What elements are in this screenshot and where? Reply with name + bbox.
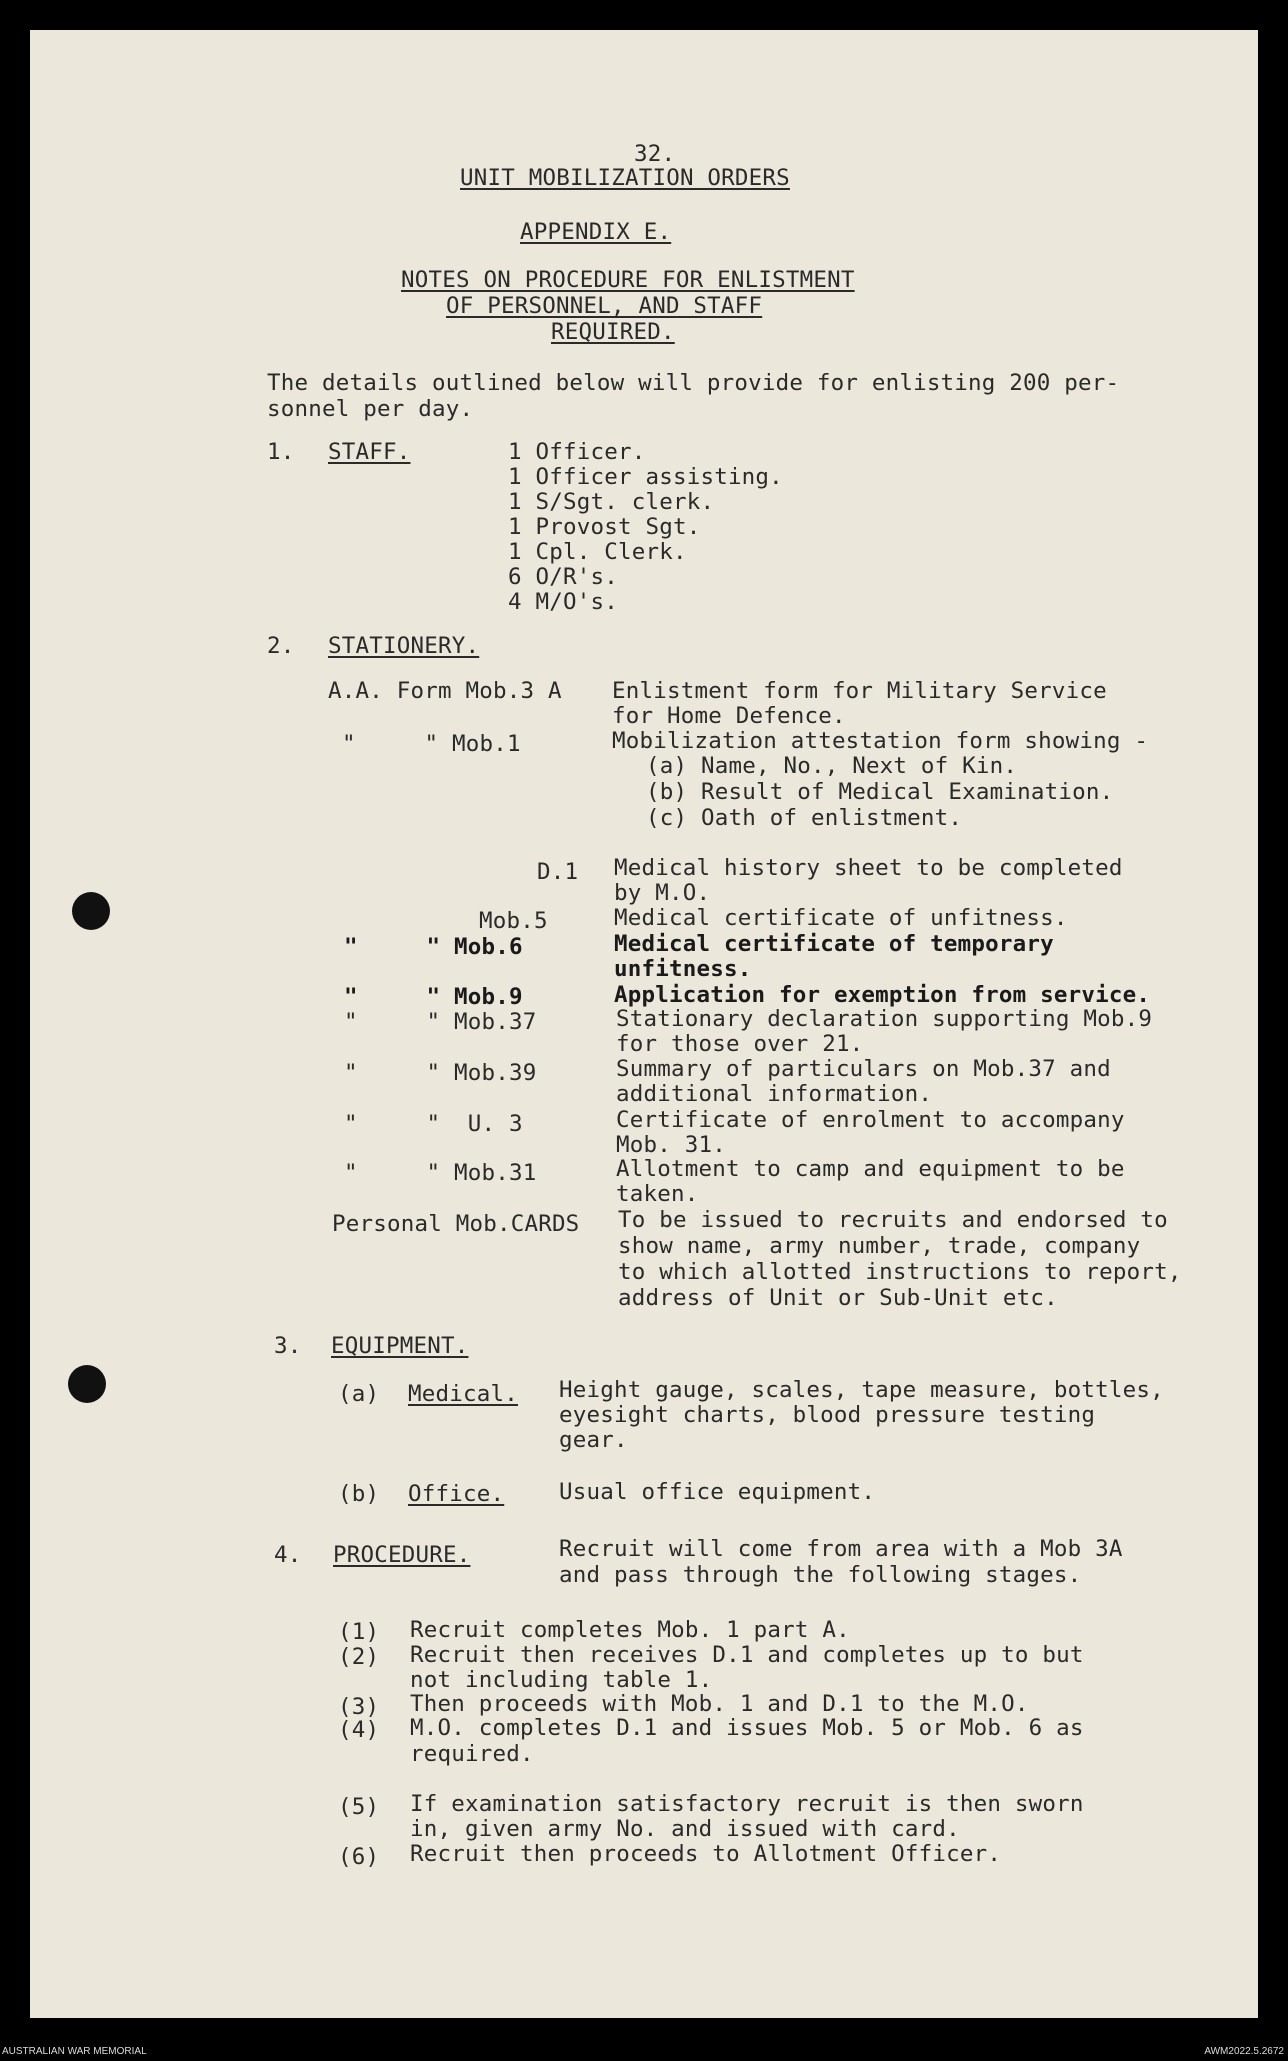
form-ref: Personal Mob.CARDS (332, 1211, 580, 1237)
procedure-step-number: (1) (338, 1619, 380, 1645)
footer-archive-name: AUSTRALIAN WAR MEMORIAL (2, 2046, 147, 2057)
procedure-step-text: M.O. completes D.1 and issues Mob. 5 or Mob. 6 as (410, 1715, 1084, 1741)
appendix-heading: APPENDIX E. (520, 219, 672, 245)
form-ref: " " Mob.6 (344, 934, 523, 960)
form-desc: Stationary declaration supporting Mob.9 (616, 1006, 1153, 1032)
form-desc: show name, army number, trade, company (618, 1233, 1141, 1259)
section-number: 3. (274, 1333, 302, 1359)
section-heading-stationery: STATIONERY. (328, 633, 480, 659)
procedure-step-text: Recruit then proceeds to Allotment Officer. (410, 1841, 1002, 1867)
form-desc: Application for exemption from service. (614, 982, 1151, 1008)
form-desc: Mob. 31. (616, 1132, 726, 1158)
equipment-letter: (b) (338, 1481, 380, 1507)
form-desc: To be issued to recruits and endorsed to (618, 1207, 1168, 1233)
punch-hole-bottom (68, 1365, 106, 1403)
procedure-step-number: (6) (338, 1844, 380, 1870)
equipment-desc: Usual office equipment. (559, 1479, 876, 1505)
staff-item: 1 Officer. (508, 439, 646, 465)
section-number: 2. (267, 633, 295, 659)
notes-heading-line3: REQUIRED. (551, 319, 675, 345)
form-desc: Certificate of enrolment to accompany (616, 1107, 1125, 1133)
staff-item: 4 M/O's. (508, 589, 618, 615)
footer-accession-number: AWM2022.5.2672 (1204, 2046, 1284, 2057)
procedure-intro: and pass through the following stages. (559, 1562, 1082, 1588)
form-ref: " " Mob.37 (344, 1009, 537, 1035)
staff-item: 1 Provost Sgt. (508, 514, 701, 540)
notes-heading-line2: OF PERSONNEL, AND STAFF (446, 293, 763, 319)
procedure-step-text: If examination satisfactory recruit is then sworn (410, 1791, 1084, 1817)
procedure-step-text: Recruit then receives D.1 and completes up to but (410, 1642, 1084, 1668)
staff-item: 1 Cpl. Clerk. (508, 539, 687, 565)
notes-heading-line1: NOTES ON PROCEDURE FOR ENLISTMENT (401, 267, 855, 293)
form-desc: to which allotted instructions to report, (618, 1259, 1182, 1285)
equipment-medical-label: Medical. (408, 1381, 518, 1407)
procedure-intro: Recruit will come from area with a Mob 3A (559, 1536, 1123, 1562)
section-heading-procedure: PROCEDURE. (333, 1542, 471, 1568)
equipment-desc: eyesight charts, blood pressure testing (559, 1402, 1096, 1428)
form-desc: Allotment to camp and equipment to be (616, 1156, 1125, 1182)
form-ref: " " Mob.39 (344, 1060, 537, 1086)
procedure-step-text: not including table 1. (410, 1667, 713, 1693)
procedure-step-text: Then proceeds with Mob. 1 and D.1 to the M.O. (410, 1691, 1029, 1717)
form-ref: Mob.5 (479, 908, 548, 934)
form-desc: for Home Defence. (612, 703, 846, 729)
form-desc: (c) Oath of enlistment. (646, 805, 963, 831)
procedure-step-text: Recruit completes Mob. 1 part A. (410, 1617, 850, 1643)
form-ref: " " Mob.1 (342, 731, 521, 757)
form-desc: Summary of particulars on Mob.37 and (616, 1056, 1111, 1082)
section-number: 4. (274, 1542, 302, 1568)
form-desc: unfitness. (614, 956, 752, 982)
form-ref: D.1 (537, 859, 579, 885)
form-desc: Medical certificate of temporary (614, 931, 1054, 957)
form-ref: " " Mob.31 (344, 1160, 537, 1186)
intro-line: The details outlined below will provide for enlisting 200 per- (267, 370, 1120, 396)
staff-item: 1 S/Sgt. clerk. (508, 489, 715, 515)
form-desc: Enlistment form for Military Service (612, 678, 1107, 704)
form-desc: (b) Result of Medical Examination. (646, 779, 1114, 805)
procedure-step-number: (3) (338, 1694, 380, 1720)
form-desc: by M.O. (614, 880, 711, 906)
form-desc: for those over 21. (616, 1031, 864, 1057)
procedure-step-number: (5) (338, 1794, 380, 1820)
page-number: 32. (634, 141, 676, 167)
form-ref: A.A. Form Mob.3 A (328, 678, 562, 704)
intro-line: sonnel per day. (267, 396, 474, 422)
form-desc: (a) Name, No., Next of Kin. (646, 753, 1018, 779)
form-desc: taken. (616, 1181, 699, 1207)
form-desc: additional information. (616, 1081, 933, 1107)
procedure-step-number: (4) (338, 1717, 380, 1743)
section-heading-staff: STAFF. (328, 439, 411, 465)
section-number: 1. (267, 439, 295, 465)
equipment-desc: gear. (559, 1427, 628, 1453)
form-desc: Mobilization attestation form showing - (612, 728, 1149, 754)
section-heading-equipment: EQUIPMENT. (331, 1333, 469, 1359)
equipment-office-label: Office. (408, 1481, 505, 1507)
document-title: UNIT MOBILIZATION ORDERS (460, 165, 790, 191)
equipment-desc: Height gauge, scales, tape measure, bottles, (559, 1377, 1164, 1403)
form-ref: " " U. 3 (344, 1111, 523, 1137)
procedure-step-number: (2) (338, 1644, 380, 1670)
form-desc: address of Unit or Sub-Unit etc. (618, 1285, 1058, 1311)
equipment-letter: (a) (338, 1381, 380, 1407)
form-ref: " " Mob.9 (344, 984, 523, 1010)
staff-item: 6 O/R's. (508, 564, 618, 590)
punch-hole-top (72, 892, 110, 930)
form-desc: Medical certificate of unfitness. (614, 905, 1068, 931)
procedure-step-text: required. (410, 1741, 534, 1767)
form-desc: Medical history sheet to be completed (614, 855, 1123, 881)
staff-item: 1 Officer assisting. (508, 464, 783, 490)
procedure-step-text: in, given army No. and issued with card. (410, 1816, 960, 1842)
